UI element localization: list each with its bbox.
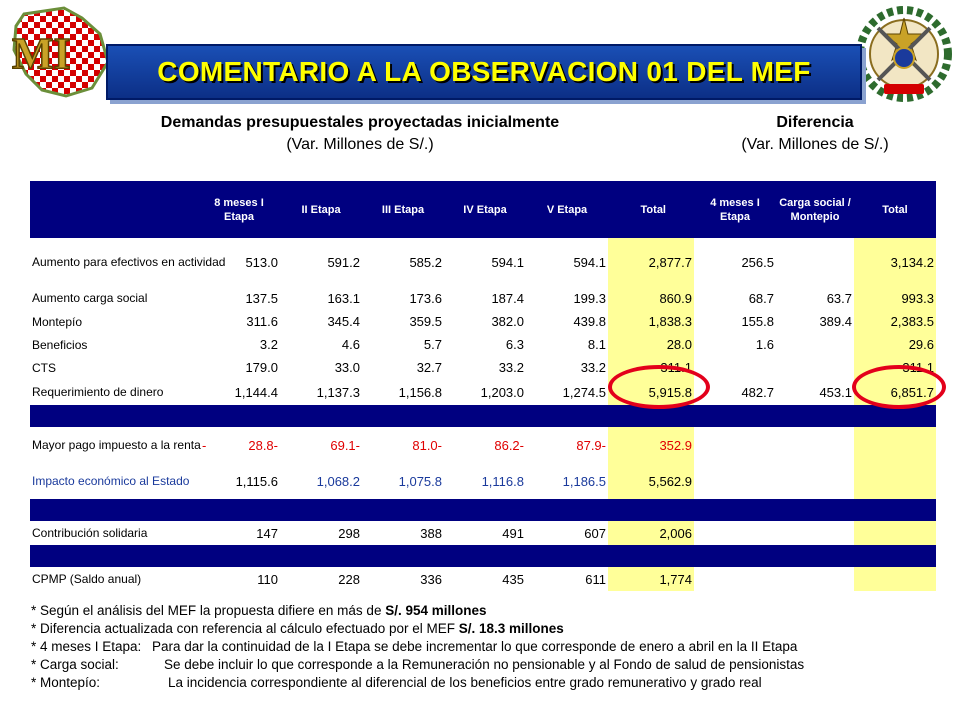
table-cell: 439.8 — [573, 314, 606, 329]
row-label: CPMP (Saldo anual) — [32, 572, 142, 586]
table-cell: 382.0 — [491, 314, 524, 329]
table-cell: 199.3 — [573, 290, 606, 306]
table-cell — [776, 333, 854, 356]
table-cell: 4.6 — [341, 337, 360, 352]
header-cell: Carga social / Montepio — [776, 181, 854, 238]
table-cell: 585.2 — [409, 254, 442, 270]
heading-right-main: Diferencia — [776, 114, 854, 131]
table-cell — [694, 356, 776, 379]
table-cell: 345.4 — [327, 314, 360, 329]
table-cell: 1,075.8 — [398, 473, 442, 489]
table-cell: 2,006 — [608, 521, 694, 545]
table-cell: 5,562.9 — [608, 463, 694, 499]
note-3-text: Para dar la continuidad de la I Etapa se debe incrementar lo que corresponde de enero a abril en la II Etapa — [152, 639, 798, 654]
budget-table — [30, 181, 936, 591]
note-2 — [31, 620, 804, 638]
table-cell — [776, 567, 854, 591]
table-cell: 32.7 — [416, 360, 442, 375]
table-cell — [854, 463, 936, 499]
table-cell — [776, 238, 854, 286]
note-4 — [31, 656, 804, 674]
table-row — [30, 521, 936, 545]
row-label: Contribución solidaria — [32, 526, 148, 540]
highlight-circle-total — [608, 365, 710, 409]
army-emblem — [854, 4, 954, 104]
note-5 — [31, 674, 804, 692]
table-cell: 87.9- — [576, 437, 606, 453]
table-cell: 482.7 — [741, 384, 774, 400]
separator-row — [30, 405, 936, 427]
table-cell: 33.0 — [334, 360, 360, 375]
title-banner — [106, 44, 862, 100]
table-cell — [776, 463, 854, 499]
header-cell: V Etapa — [526, 181, 608, 238]
table-cell: 1,274.5 — [562, 384, 606, 400]
table-cell: 179.0 — [245, 360, 278, 375]
row-label: Requerimiento de dinero — [32, 385, 164, 399]
row-label: Aumento para efectivos en actividad — [32, 255, 226, 269]
header-label-cell — [30, 181, 198, 238]
table-cell: 359.5 — [409, 314, 442, 329]
header-cell: IV Etapa — [444, 181, 526, 238]
table-cell: 1,137.3 — [316, 384, 360, 400]
table-cell: 2,877.7 — [608, 238, 694, 286]
note-5-text: La incidencia correspondiente al diferencial de los beneficios entre grado remunerativo y grado real — [168, 675, 762, 690]
table-cell: 1,068.2 — [316, 473, 360, 489]
header-cell: 4 meses I Etapa — [694, 181, 776, 238]
header-cell: Total — [608, 181, 694, 238]
row-label: Montepío — [32, 314, 83, 329]
table-cell — [854, 427, 936, 463]
separator-row — [30, 545, 936, 567]
separator-bar — [30, 405, 936, 427]
note-5-key: * Montepío: — [31, 675, 101, 690]
row-label: CTS — [32, 360, 56, 375]
table-header-row — [30, 181, 936, 238]
table-cell: 311.1 — [854, 356, 936, 379]
table-cell — [776, 521, 854, 545]
table-cell: 6.3 — [505, 337, 524, 352]
table-cell — [694, 427, 776, 463]
table-cell: 1,203.0 — [480, 384, 524, 400]
separator-bar — [30, 545, 936, 567]
table-cell: 311.6 — [246, 314, 278, 329]
table-row — [30, 238, 936, 286]
header-cell: II Etapa — [280, 181, 362, 238]
table-cell: 63.7 — [826, 290, 852, 306]
table-cell: 311.1 — [608, 356, 694, 379]
table-cell: 8.1 — [587, 337, 606, 352]
table-cell: 352.9 — [608, 427, 694, 463]
table-cell: 591.2 — [327, 254, 360, 270]
table-cell: 29.6 — [854, 333, 936, 356]
note-1 — [31, 602, 804, 620]
table-cell: 1,156.8 — [398, 384, 442, 400]
table-cell: 5,915.8 — [608, 379, 694, 405]
table-cell: 389.4 — [819, 314, 852, 329]
table-cell: 68.7 — [748, 290, 774, 306]
note-1-bold: S/. 954 millones — [385, 603, 487, 618]
table-cell: 69.1- — [330, 437, 360, 453]
table-cell: 336 — [420, 571, 442, 587]
heading-right-sub: (Var. Millones de S/.) — [741, 136, 889, 153]
note-4-key: * Carga social: — [31, 657, 119, 672]
table-cell: 1,838.3 — [608, 310, 694, 333]
note-2-bold: S/. 18.3 millones — [458, 621, 564, 636]
table-cell: 187.4 — [491, 290, 524, 306]
table-cell: 81.0- — [412, 437, 442, 453]
table-cell: 28.0 — [608, 333, 694, 356]
heading-difference — [700, 112, 930, 156]
ministry-logo — [4, 4, 114, 100]
table-cell — [694, 521, 776, 545]
table-cell: 33.2 — [498, 360, 524, 375]
table-cell — [694, 463, 776, 499]
table-cell: 1,144.4 — [234, 384, 278, 400]
table-cell-value: 28.8- — [248, 437, 278, 453]
page-title: COMENTARIO A LA OBSERVACION 01 DEL MEF — [157, 56, 811, 87]
neg-prefix: - — [202, 437, 207, 453]
table-row — [30, 310, 936, 333]
row-label: Beneficios — [32, 337, 88, 352]
table-cell — [198, 427, 280, 463]
footnotes — [31, 602, 804, 692]
table-cell: 594.1 — [491, 254, 524, 270]
table-cell: 5.7 — [423, 337, 442, 352]
table-cell — [694, 567, 776, 591]
table-cell: 453.1 — [819, 384, 852, 400]
note-3 — [31, 638, 804, 656]
table-cell: 491 — [502, 525, 524, 541]
table-cell: 228 — [338, 571, 360, 587]
table-row — [30, 356, 936, 379]
table-row — [30, 567, 936, 591]
table-cell: 173.6 — [409, 290, 442, 306]
table-cell: 155.8 — [741, 314, 774, 329]
table-cell: 435 — [502, 571, 524, 587]
highlight-circle-difference — [852, 365, 946, 409]
table-cell: 513.0 — [245, 254, 278, 270]
heading-projected-demands — [110, 112, 610, 156]
row-label: Mayor pago impuesto a la renta — [32, 438, 201, 452]
header-cell: 8 meses I Etapa — [198, 181, 280, 238]
table-cell: 1,186.5 — [562, 473, 606, 489]
separator-bar — [30, 499, 936, 521]
header-cell: Total — [854, 181, 936, 238]
note-4-text: Se debe incluir lo que corresponde a la Remuneración no pensionable y al Fondo de salud de pensionistas — [164, 657, 805, 672]
table-cell: 86.2- — [494, 437, 524, 453]
table-cell: 1,774 — [608, 567, 694, 591]
table-cell: 611 — [585, 571, 606, 587]
row-label: Impacto económico al Estado — [32, 474, 190, 488]
table-cell: 33.2 — [580, 360, 606, 375]
table-cell: 3,134.2 — [854, 238, 936, 286]
table-cell: 3.2 — [259, 337, 278, 352]
table-cell: 1,115.6 — [235, 473, 278, 489]
logo-left-text: MI — [12, 29, 71, 78]
table-cell: 137.5 — [245, 290, 278, 306]
table-cell: 163.1 — [327, 290, 360, 306]
table-cell: 2,383.5 — [854, 310, 936, 333]
table-cell: 1,116.8 — [481, 473, 524, 489]
table-cell: 147 — [256, 525, 278, 541]
table-cell: 388 — [420, 525, 442, 541]
table-cell: 860.9 — [608, 286, 694, 310]
table-cell: 6,851.7 — [854, 379, 936, 405]
table-cell: 298 — [338, 525, 360, 541]
heading-left-sub: (Var. Millones de S/.) — [286, 136, 434, 153]
table-cell: 1.6 — [755, 337, 774, 352]
note-3-key: * 4 meses I Etapa: — [31, 639, 142, 654]
table-cell: 594.1 — [573, 254, 606, 270]
separator-row — [30, 499, 936, 521]
heading-left-main: Demandas presupuestales proyectadas inicialmente — [160, 114, 560, 131]
table-row — [30, 427, 936, 463]
table-cell: 607 — [584, 525, 606, 541]
note-1-text: * Según el análisis del MEF la propuesta difiere en más de — [31, 603, 386, 618]
table-cell: 110 — [257, 571, 278, 587]
table-cell — [854, 521, 936, 545]
table-cell — [776, 427, 854, 463]
header-cell: III Etapa — [362, 181, 444, 238]
row-label: Aumento carga social — [32, 291, 148, 305]
table-cell: 993.3 — [854, 286, 936, 310]
table-row — [30, 463, 936, 499]
table-cell — [854, 567, 936, 591]
table-cell: 256.5 — [741, 254, 774, 270]
table-row — [30, 333, 936, 356]
table-row — [30, 286, 936, 310]
table-row — [30, 379, 936, 405]
table-cell — [776, 356, 854, 379]
note-2-text: * Diferencia actualizada con referencia al cálculo efectuado por el MEF — [31, 621, 459, 636]
